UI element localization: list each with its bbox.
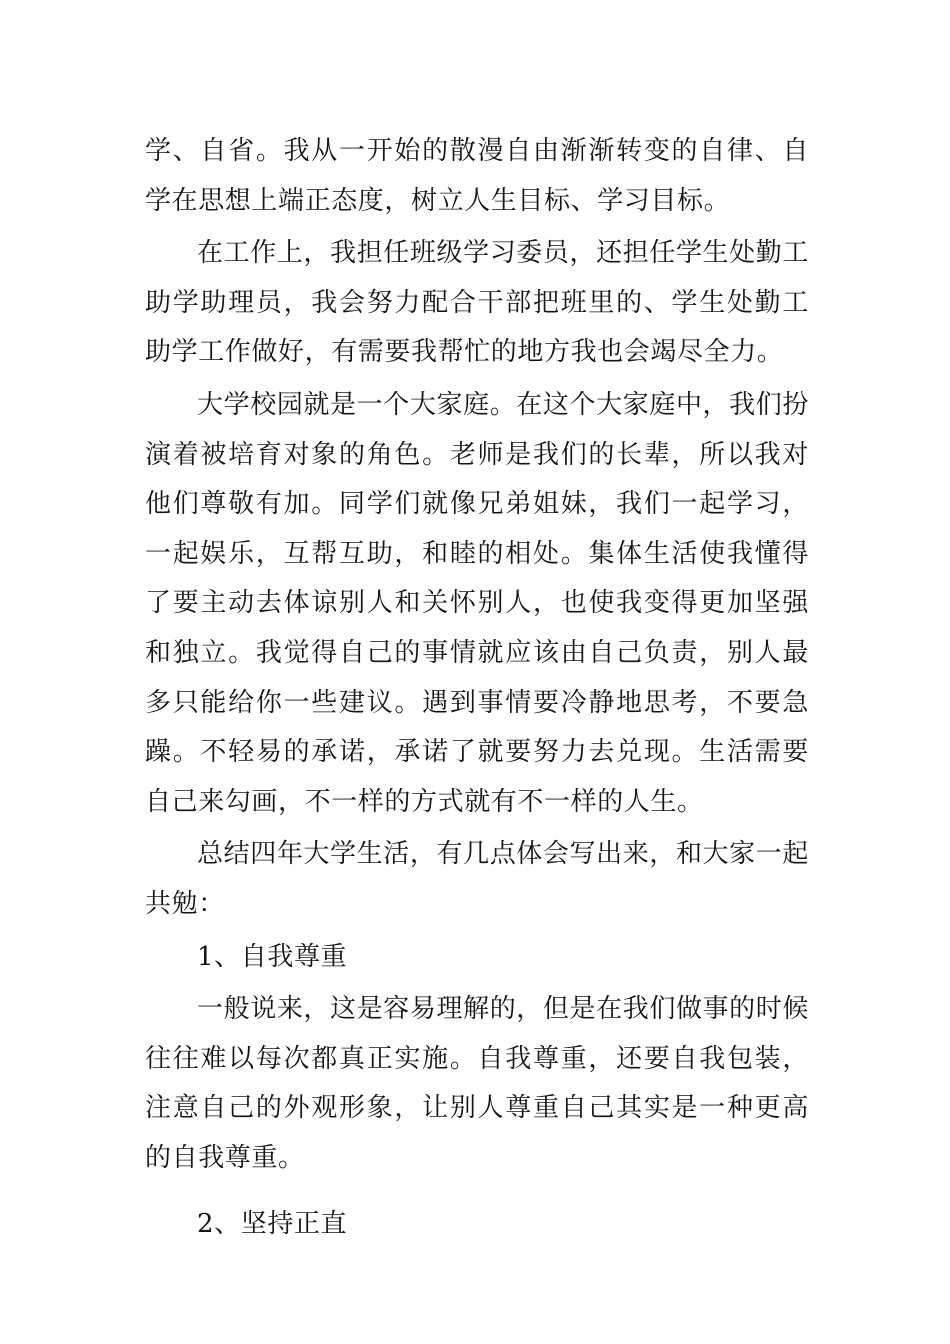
paragraph-self-respect: 一般说来，这是容易理解的，但是在我们做事的时候往往难以每次都真正实施。自我尊重，还要自我包装，注意自己的外观形象，让别人尊重自己其实是一种更高的自我尊重。 [145, 994, 809, 1173]
section-heading-integrity: 2、坚持正直 [197, 1209, 348, 1240]
section-heading-self-respect: 1、自我尊重 [197, 941, 348, 972]
document-body [145, 127, 809, 1250]
paragraph-work: 在工作上，我担任班级学习委员，还担任学生处勤工助学助理员，我会努力配合干部把班里的、学生处勤工助学工作做好，有需要我帮忙的地方我也会竭尽全力。 [145, 238, 809, 368]
paragraph-campus-family: 大学校园就是一个大家庭。在这个大家庭中，我们扮演着被培育对象的角色。老师是我们的长辈，所以我对他们尊敬有加。同学们就像兄弟姐妹，我们一起学习，一起娱乐，互帮互助，和睦的相处。集体生活使我懂得了要主动去体谅别人和关怀别人，也使我变得更加坚强和独立。我觉得自己的事情就应该由自己负责，别人最多只能给你一些建议。遇到事情要冷静地思考，不要急躁。不轻易的承诺，承诺了就要努力去兑现。生活需要自己来勾画，不一样的方式就有不一样的人生。 [145, 389, 809, 817]
paragraph-summary-intro: 总结四年大学生活，有几点体会写出来，和大家一起共勉： [145, 839, 809, 919]
paragraph-continuation: 学、自省。我从一开始的散漫自由渐渐转变的自律、自学在思想上端正态度，树立人生目标、学习目标。 [145, 136, 809, 216]
